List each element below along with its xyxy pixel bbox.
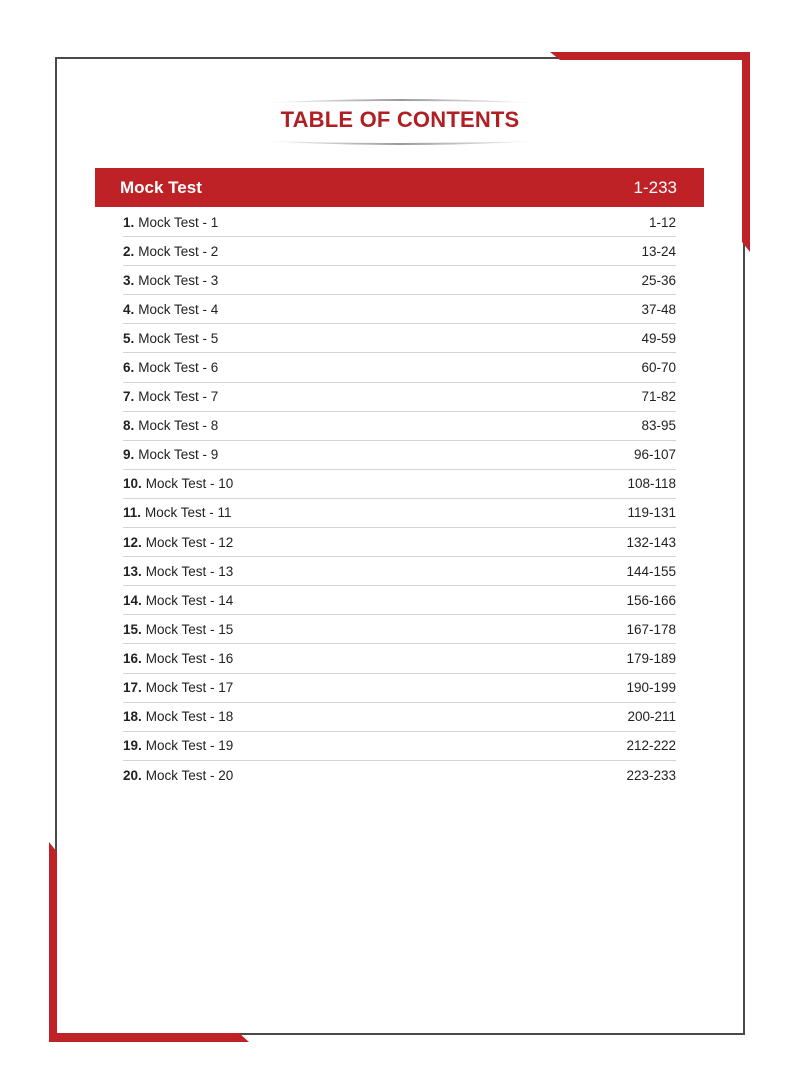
toc-entry-number: 2.: [123, 243, 135, 259]
toc-entry-number: 7.: [123, 389, 135, 405]
toc-entry[interactable]: [123, 324, 676, 353]
toc-entry-number: 14.: [123, 592, 142, 608]
toc-entry-label: Mock Test - 3: [138, 272, 219, 288]
toc-entry[interactable]: [123, 383, 676, 412]
toc-entry-number: 17.: [123, 680, 142, 696]
toc-entry-label: Mock Test - 4: [138, 301, 219, 317]
toc-entry-title: [123, 331, 218, 346]
toc-entry[interactable]: [123, 470, 676, 499]
toc-entry-number: 3.: [123, 272, 135, 288]
toc-entry[interactable]: [123, 237, 676, 266]
toc-entry-pages: 37-48: [641, 301, 676, 317]
toc-entry-label: Mock Test - 2: [138, 243, 219, 259]
toc-entry-pages: 200-211: [627, 709, 676, 725]
toc-entry-number: 10.: [123, 476, 142, 492]
toc-entry[interactable]: [123, 557, 676, 586]
toc-entry-number: 16.: [123, 650, 142, 666]
toc-entry-title: [123, 622, 233, 637]
toc-entry-label: Mock Test - 19: [145, 738, 234, 754]
toc-entry-pages: 212-222: [626, 738, 676, 754]
toc-entry-number: 13.: [123, 563, 142, 579]
toc-entry-pages: 223-233: [626, 767, 676, 783]
toc-entry-title: [123, 768, 233, 783]
toc-entry-pages: 108-118: [627, 476, 676, 492]
toc-entry-title: [123, 476, 233, 491]
toc-entry[interactable]: [123, 644, 676, 673]
toc-entry-title: [123, 564, 233, 579]
toc-entry-pages: 96-107: [633, 447, 676, 463]
toc-entry-label: Mock Test - 20: [145, 767, 234, 783]
section-page-range: 1-233: [633, 177, 677, 197]
toc-entry-title: [123, 593, 233, 608]
toc-entry-pages: 132-143: [626, 534, 676, 550]
toc-entry-number: 6.: [123, 360, 135, 376]
toc-entry-pages: 13-24: [641, 243, 676, 259]
toc-entry[interactable]: [123, 266, 676, 295]
toc-entry-title: [123, 535, 233, 550]
toc-entry-title: [123, 651, 233, 666]
toc-entry-label: Mock Test - 12: [145, 534, 234, 550]
toc-entry[interactable]: [123, 295, 676, 324]
toc-entry-title: [123, 738, 233, 753]
toc-entry-title: [123, 244, 218, 259]
toc-entry-title: [123, 389, 218, 404]
toc-entry-number: 1.: [123, 214, 135, 230]
toc-entry-label: Mock Test - 8: [138, 418, 219, 434]
toc-entry-number: 8.: [123, 418, 135, 434]
toc-entry[interactable]: [123, 615, 676, 644]
toc-entry-title: [123, 418, 218, 433]
toc-entry-number: 20.: [123, 767, 142, 783]
toc-entry-title: [123, 680, 233, 695]
section-header: [95, 168, 704, 207]
toc-entry-pages: 25-36: [641, 272, 676, 288]
toc-entry[interactable]: [123, 353, 676, 382]
toc-entry[interactable]: [123, 761, 676, 790]
toc-list: [123, 208, 676, 790]
toc-entry-number: 18.: [123, 709, 142, 725]
toc-entry-label: Mock Test - 9: [138, 447, 219, 463]
toc-entry[interactable]: [123, 703, 676, 732]
toc-entry-pages: 156-166: [626, 592, 676, 608]
toc-entry-title: [123, 709, 233, 724]
toc-entry-label: Mock Test - 17: [145, 680, 234, 696]
toc-entry[interactable]: [123, 208, 676, 237]
toc-entry-label: Mock Test - 6: [138, 360, 219, 376]
toc-entry-pages: 179-189: [626, 650, 676, 666]
toc-entry-label: Mock Test - 15: [145, 621, 234, 637]
toc-entry-number: 12.: [123, 534, 142, 550]
toc-entry-title: [123, 302, 218, 317]
toc-entry[interactable]: [123, 586, 676, 615]
toc-entry-number: 4.: [123, 301, 135, 317]
toc-entry-title: [123, 447, 218, 462]
toc-entry-title: [123, 505, 232, 520]
toc-entry-title: [123, 215, 218, 230]
toc-entry-label: Mock Test - 16: [145, 650, 234, 666]
toc-entry-title: [123, 273, 218, 288]
title-banner: [255, 96, 545, 148]
toc-entry[interactable]: [123, 441, 676, 470]
toc-entry-pages: 119-131: [627, 505, 676, 521]
toc-entry-label: Mock Test - 10: [145, 476, 234, 492]
toc-entry-label: Mock Test - 1: [138, 214, 219, 230]
toc-entry-number: 15.: [123, 621, 142, 637]
toc-entry-label: Mock Test - 11: [145, 505, 232, 521]
toc-entry-pages: 144-155: [626, 563, 676, 579]
toc-entry[interactable]: [123, 674, 676, 703]
toc-entry-title: [123, 360, 218, 375]
toc-entry-label: Mock Test - 13: [145, 563, 234, 579]
toc-entry[interactable]: [123, 412, 676, 441]
toc-entry-number: 5.: [123, 330, 135, 346]
toc-entry-pages: 71-82: [641, 389, 676, 405]
toc-entry-label: Mock Test - 5: [138, 330, 219, 346]
toc-entry[interactable]: [123, 528, 676, 557]
toc-entry-pages: 1-12: [648, 214, 676, 230]
page-title: TABLE OF CONTENTS: [280, 107, 520, 132]
toc-entry-label: Mock Test - 14: [145, 592, 234, 608]
toc-entry-pages: 83-95: [641, 418, 676, 434]
toc-entry-number: 19.: [123, 738, 142, 754]
toc-entry-pages: 60-70: [641, 360, 676, 376]
toc-entry[interactable]: [123, 499, 676, 528]
toc-entry[interactable]: [123, 732, 676, 761]
corner-accent-bottom-left: [49, 842, 249, 1042]
section-name: Mock Test: [120, 177, 202, 197]
toc-entry-number: 11.: [123, 505, 142, 521]
toc-entry-pages: 49-59: [641, 330, 676, 346]
toc-entry-label: Mock Test - 18: [145, 709, 234, 725]
toc-entry-label: Mock Test - 7: [138, 389, 219, 405]
toc-entry-pages: 190-199: [626, 680, 676, 696]
toc-entry-number: 9.: [123, 447, 135, 463]
toc-entry-pages: 167-178: [626, 621, 676, 637]
